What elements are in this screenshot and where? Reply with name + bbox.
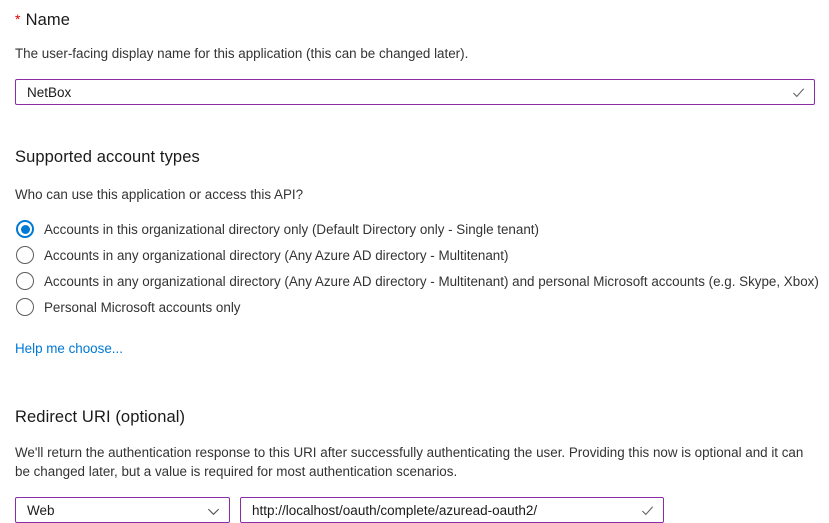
radio-option-label: Accounts in any organizational directory (Any Azure AD directory - Multitenant) and personal Microsoft accounts (e.g. Skype, Xbox) bbox=[44, 273, 819, 289]
redirect-uri-title: Redirect URI (optional) bbox=[15, 408, 186, 426]
required-asterisk: * bbox=[15, 11, 21, 27]
radio-button-icon[interactable] bbox=[16, 272, 34, 290]
platform-select-value: Web bbox=[27, 502, 55, 518]
radio-option-single-tenant[interactable] bbox=[15, 216, 815, 242]
platform-select[interactable] bbox=[15, 497, 230, 523]
radio-button-icon[interactable] bbox=[16, 298, 34, 316]
radio-button-icon[interactable] bbox=[16, 220, 34, 238]
radio-option-label: Accounts in this organizational directory only (Default Directory only - Single tenant) bbox=[44, 221, 539, 237]
redirect-uri-input[interactable] bbox=[240, 497, 664, 523]
radio-option-label: Personal Microsoft accounts only bbox=[44, 299, 241, 315]
account-types-radio-group bbox=[15, 216, 819, 320]
radio-option-label: Accounts in any organizational directory (Any Azure AD directory - Multitenant) bbox=[44, 247, 509, 263]
radio-option-multitenant-personal[interactable] bbox=[15, 268, 819, 294]
redirect-uri-description: We'll return the authentication response to this URI after successfully authenticating the user. Providing this now is optional and it can be changed later, but a value is required for most authentication scenarios. bbox=[15, 445, 804, 479]
radio-option-personal-only[interactable] bbox=[15, 294, 815, 320]
redirect-uri-input-wrap bbox=[240, 497, 664, 523]
radio-button-icon[interactable] bbox=[16, 246, 34, 264]
account-types-question: Who can use this application or access this API? bbox=[15, 187, 304, 202]
account-types-title: Supported account types bbox=[15, 148, 200, 166]
chevron-down-icon bbox=[206, 504, 221, 519]
name-input-wrap bbox=[15, 79, 815, 105]
name-description: The user-facing display name for this application (this can be changed later). bbox=[15, 46, 469, 61]
help-me-choose-link[interactable]: Help me choose... bbox=[15, 341, 123, 356]
radio-option-multitenant[interactable] bbox=[15, 242, 815, 268]
name-title-text: Name bbox=[25, 11, 70, 29]
redirect-uri-row bbox=[15, 497, 815, 523]
name-input[interactable] bbox=[15, 79, 815, 105]
name-section-title bbox=[15, 11, 815, 30]
